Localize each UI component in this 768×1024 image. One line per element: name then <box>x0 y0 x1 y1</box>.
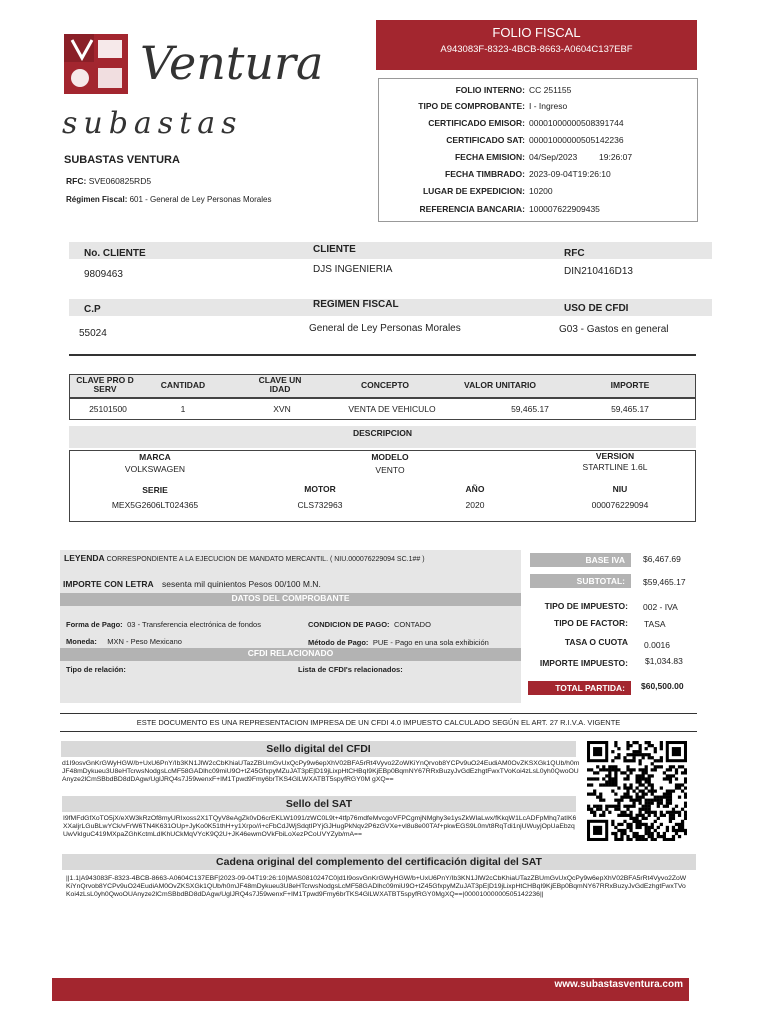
info-label: CERTIFICADO SAT: <box>446 135 525 145</box>
anio-label: AÑO <box>465 484 485 494</box>
cfdi-relacionado-band: CFDI RELACIONADO <box>60 648 521 661</box>
forma-pago <box>66 614 261 632</box>
company-regimen <box>66 195 271 204</box>
uso-cfdi-label: USO DE CFDI <box>564 303 629 314</box>
sello-cfdi-title: Sello digital del CFDI <box>61 741 576 757</box>
info-value: 04/Sep/2023 <box>529 152 578 162</box>
datos-comprobante-band: DATOS DEL COMPROBANTE <box>60 593 521 606</box>
total-partida-value: $60,500.00 <box>641 681 684 691</box>
subtotal-value: $59,465.17 <box>643 577 686 587</box>
info-value: I - Ingreso <box>529 101 568 111</box>
info-value: 00001000000508391744 <box>529 118 624 128</box>
info-value: CC 251155 <box>529 85 572 95</box>
cadena-original-title: Cadena original del complemento del certificación digital del SAT <box>62 854 696 870</box>
footer-url[interactable]: www.subastasventura.com <box>554 979 683 990</box>
no-cliente-value: 9809463 <box>84 269 123 280</box>
info-row-fecha-timbrado <box>379 169 697 185</box>
serie-label: SERIE <box>142 485 168 495</box>
cliente-header-bar <box>69 242 712 259</box>
tasa-cuota-label: TASA O CUOTA <box>564 637 628 647</box>
company-logo <box>62 28 324 143</box>
base-iva-label: BASE IVA <box>530 553 631 567</box>
info-row-certificado-emisor <box>379 118 697 134</box>
company-rfc <box>66 176 151 186</box>
condicion-pago <box>308 614 431 632</box>
folio-fiscal-uuid: A943083F-8323-4BCB-8663-A0604C137EBF <box>440 44 633 55</box>
marca-label: MARCA <box>139 452 171 462</box>
company-rfc-value: SVE060825RD5 <box>88 176 152 186</box>
rfc-value: DIN210416D13 <box>564 266 633 277</box>
table-row <box>69 398 696 420</box>
col-clave-prod: CLAVE PRO D SERV <box>76 375 134 394</box>
logo-text-bottom: subastas <box>62 106 243 141</box>
col-importe: IMPORTE <box>610 380 650 390</box>
forma-pago-label: Forma de Pago: <box>66 620 123 629</box>
base-iva-value: $6,467.69 <box>643 554 681 564</box>
info-label: CERTIFICADO EMISOR: <box>428 118 525 128</box>
leyenda-label: LEYENDA <box>64 553 105 563</box>
cell-valor-unitario: 59,465.17 <box>511 404 549 414</box>
cliente-value: DJS INGENIERIA <box>313 264 393 275</box>
info-row-fecha-emision <box>379 152 697 168</box>
tipo-impuesto-label: TIPO DE IMPUESTO: <box>544 601 628 611</box>
info-value: 00001000000505142236 <box>529 135 624 145</box>
version-label: VERSION <box>595 451 635 461</box>
moneda <box>66 631 182 649</box>
col-valor-unitario: VALOR UNITARIO <box>464 380 536 390</box>
cell-clave-prod: 25101500 <box>89 404 127 414</box>
info-row-certificado-sat <box>379 135 697 151</box>
version-value: STARTLINE 1.6L <box>582 462 648 472</box>
cliente-label: CLIENTE <box>313 244 356 255</box>
condicion-pago-label: CONDICION DE PAGO: <box>308 620 390 629</box>
rfc-label: RFC <box>564 248 585 259</box>
company-regimen-label: Régimen Fiscal: <box>66 195 128 204</box>
info-value: 10200 <box>529 186 553 196</box>
serie-value: MEX5G2606LT024365 <box>111 500 199 510</box>
motor-value: CLS732963 <box>297 500 343 510</box>
sello-cfdi-text: d1I9osvGnKrGWyHGW/b+UxU6PnY/Ib3KN1JlW2cCbKhiaUTazZBUmGvUxQcPy9w6epXhV02BFA5rRt4Vyvo2ZoWKiYnQrvob8YCPv9uO24EudiAM0OvZKSXGk1QUb/h0mJF48mDykueu3U8eHTcrwsNodgsLcMF58GADlhc09miU9O+tZ45GfxpyMZuJAT3pE|D19jLixpHtCHBqI9KjEBp0BqmNY67RRxBuzyJvGdEzhgtFwxTVoKoi4zLsL0yh0QwoOUAnyze2lCmSBbdBD8dDAgw/UglJRQ4s7J59wenxF+IM1Tpwd9Fmy6brTKS4GlLWXATBT5spyfRGY0M gXQ== <box>62 760 580 783</box>
metodo-pago-label: Método de Pago: <box>308 638 369 647</box>
cp-label: C.P <box>84 304 101 315</box>
info-label: LUGAR DE EXPEDICION: <box>422 186 525 196</box>
info-value: 2023-09-04T19:26:10 <box>529 169 611 179</box>
niu-label: NIU <box>612 484 628 494</box>
cfdi-note: ESTE DOCUMENTO ES UNA REPRESENTACION IMPRESA DE UN CFDI 4.0 IMPUESTO CALCULADO SEGÚN EL ART. 27 R.I.V.A. VIGENTE <box>136 718 621 727</box>
info-row-folio-interno <box>379 85 697 101</box>
no-cliente-label: No. CLIENTE <box>84 248 146 259</box>
importe-letra-label: IMPORTE CON LETRA <box>63 579 154 589</box>
cell-concepto: VENTA DE VEHICULO <box>348 404 436 414</box>
cell-importe: 59,465.17 <box>611 404 649 414</box>
divider <box>69 354 696 356</box>
vehicle-details <box>69 450 696 522</box>
info-value: 100007622909435 <box>529 204 600 214</box>
regimen-fiscal-label: REGIMEN FISCAL <box>313 299 399 310</box>
company-rfc-label: RFC: <box>66 176 87 186</box>
folio-fiscal-title: FOLIO FISCAL <box>492 25 581 40</box>
tipo-relacion-label: Tipo de relación: <box>66 665 126 674</box>
subtotal-label: SUBTOTAL: <box>530 574 631 588</box>
regimen-fiscal-value: General de Ley Personas Morales <box>309 323 461 334</box>
invoice-info-box <box>378 78 698 222</box>
sello-sat-text: I9fMFdGfXoTO5jX/eXW3kRzOf8myURIxoss2X1TQyV8eAgZk0vD6crEKLW1091/zWC0L9t+4tfp76mdfeMvcgoVFPCgmjNMghy3e1ysZkWIaLwx/fKkqW1LcADFpMhq7atIK6XXaIjrLGuBLwYCk/vFrW6TN4K631OUp+JyKo0K51thH+y1Xrpo//i+cFbCdJWjSdqtIPYjGJHugPkNqv2P6zGVXe+vl8u8e00TAf+pkwEGS9L0m/t8RqTdi1njUWuyjOpUaEbzqUwVkIguC419MXpaZGhKctmLdlKhUCkMqVYcK9Q2U+JK46ewmOVkFbiLoXezPCoUVYZyb/mA== <box>63 815 577 838</box>
importe-impuesto-value: $1,034.83 <box>645 656 683 666</box>
cell-cantidad: 1 <box>180 404 186 414</box>
col-concepto: CONCEPTO <box>360 380 410 390</box>
qr-code <box>587 741 687 841</box>
metodo-pago-value: PUE - Pago en una sola exhibición <box>372 638 489 647</box>
cp-value: 55024 <box>79 328 107 339</box>
tipo-impuesto-value: 002 - IVA <box>643 602 678 612</box>
info-label: REFERENCIA BANCARIA: <box>419 204 525 214</box>
info-label: FOLIO INTERNO: <box>455 85 525 95</box>
logo-text-top: Ventura <box>140 36 324 90</box>
conceptos-header <box>69 374 696 398</box>
importe-impuesto-label: IMPORTE IMPUESTO: <box>539 658 628 668</box>
info-row-referencia-bancaria <box>379 204 697 220</box>
tipo-factor-label: TIPO DE FACTOR: <box>554 618 628 628</box>
importe-letra-value: sesenta mil quinientos Pesos 00/100 M.N. <box>162 579 321 589</box>
tipo-factor-value: TASA <box>644 619 666 629</box>
modelo-value: VENTO <box>375 465 405 475</box>
descripcion-bar <box>69 426 696 448</box>
col-cantidad: CANTIDAD <box>160 380 206 390</box>
info-value-time: 19:26:07 <box>599 152 633 162</box>
info-label: TIPO DE COMPROBANTE: <box>418 101 525 111</box>
info-label: FECHA TIMBRADO: <box>445 169 525 179</box>
condicion-pago-value: CONTADO <box>393 620 431 629</box>
company-regimen-value: 601 - General de Ley Personas Morales <box>129 195 272 204</box>
footer-bar <box>52 978 689 1001</box>
niu-value: 000076229094 <box>591 500 649 510</box>
info-row-tipo-comprobante <box>379 101 697 117</box>
info-label: FECHA EMISION: <box>454 152 525 162</box>
lista-cfdi-label: Lista de CFDI's relacionados: <box>298 665 403 674</box>
descripcion-label: DESCRIPCION <box>352 428 413 438</box>
divider <box>60 713 697 714</box>
uso-cfdi-value: G03 - Gastos en general <box>559 324 669 335</box>
leyenda <box>64 553 425 563</box>
tasa-cuota-value: 0.0016 <box>644 640 670 650</box>
moneda-label: Moneda: <box>66 637 97 646</box>
forma-pago-value: 03 - Transferencia electrónica de fondos <box>127 620 261 629</box>
info-row-lugar-expedicion <box>379 186 697 202</box>
leyenda-text: CORRESPONDIENTE A LA EJECUCION DE MANDATO MERCANTIL. ( NIU.000076229094 SC.1## ) <box>106 556 425 563</box>
cell-clave-unidad: XVN <box>273 404 291 414</box>
folio-fiscal-box <box>376 20 697 70</box>
modelo-label: MODELO <box>371 452 409 462</box>
qr-code-icon <box>587 741 687 841</box>
anio-value: 2020 <box>465 500 485 510</box>
cadena-original-text: ||1.1|A943083F-8323-4BCB-8663-A0604C137EBF|2023-09-04T19:26:10|MAS0810247C0|d1I9osvGnKrGWyHGW/b+UxU6PnY/Ib3KN1JlW2cCbKhiaUTazZBUmGvUxQcPy9w6epXhV02BFA5rRt4Vyvo2ZoWKiYnQrvob8YCPv9uO24EudiAM0OvZKSXGk1QUb/h0mJF48mDykueu3U8eHTcrwsNodgsLcMF58GADlhc09miU9O+tZ45GfxpyMZuJAT3pE|D19jLixpHtCHBqI9KjEBp0BqmNY67RRxBuzyJvGdEzhgtFwxTVoKoi4zLsL0yh0QwoOUAnyze2lCmSBbdBD8dDAgw/UglJRQ4s7J59wenxF+IM1Tpwd9Fmy6brTKS4GlLWXATBT5spyfRGY0MgXQ==|00001000000505142236|| <box>66 875 687 898</box>
importe-letra <box>63 579 321 589</box>
company-name: SUBASTAS VENTURA <box>64 154 180 166</box>
marca-value: VOLKSWAGEN <box>124 464 186 474</box>
col-clave-unidad: CLAVE UN IDAD <box>258 375 302 394</box>
divider <box>60 731 697 732</box>
moneda-value: MXN - Peso Mexicano <box>107 637 182 646</box>
motor-label: MOTOR <box>304 484 336 494</box>
total-partida-label: TOTAL PARTIDA: <box>528 681 631 695</box>
sello-sat-title: Sello del SAT <box>62 796 576 812</box>
